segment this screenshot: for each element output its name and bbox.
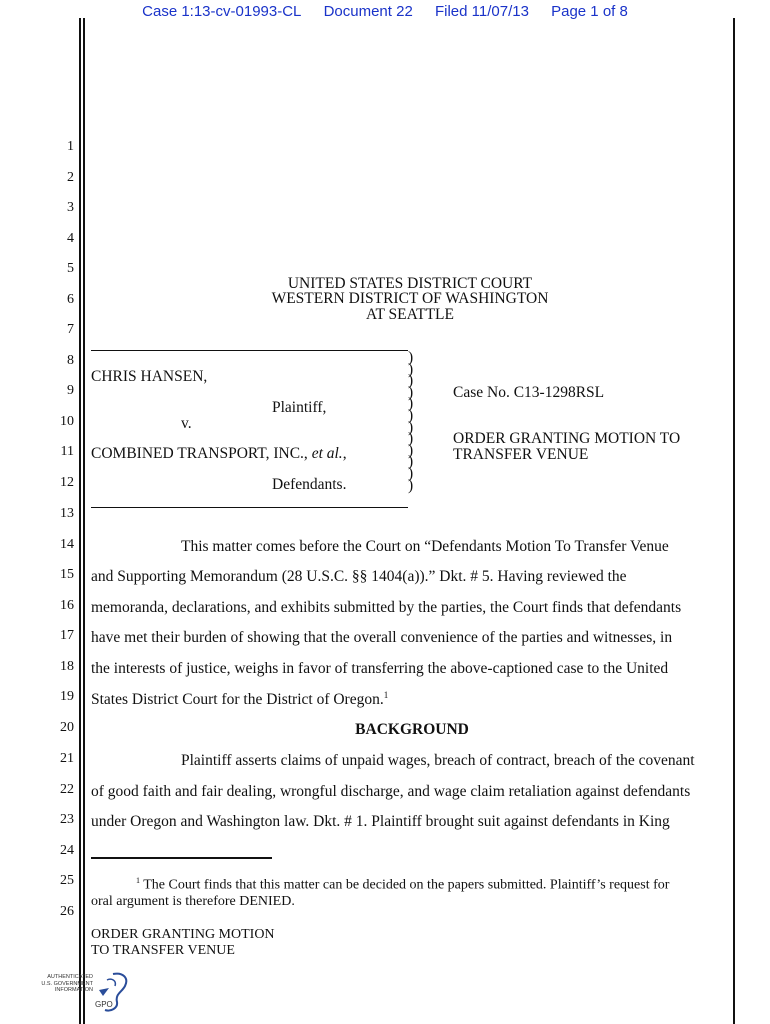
defendant-etal: et al. (311, 445, 343, 462)
filing-header (0, 3, 770, 20)
left-margin-rule-2 (83, 18, 85, 1024)
line-number: 22 (60, 782, 74, 797)
line-number: 8 (67, 353, 74, 368)
case-number: Case 1:13-cv-01993-CL (142, 3, 302, 20)
seal-line-1: AUTHENTICATED (47, 974, 93, 980)
footnote-line-1 (136, 876, 669, 894)
defendant-name-text: COMBINED TRANSPORT, INC., (91, 445, 308, 462)
left-margin-rule-1 (79, 18, 81, 1024)
body-line: the interests of justice, weighs in favor of transferring the above-captioned case to the United (91, 660, 669, 677)
footer-title-line-1: ORDER GRANTING MOTION (91, 927, 275, 942)
line-number: 6 (67, 292, 74, 307)
defendant-name (91, 445, 347, 463)
line-number: 7 (67, 322, 74, 337)
line-number: 21 (60, 751, 74, 766)
caption-paren-column: ) ) ) ) ) ) ) ) ) ) ) ) (408, 349, 414, 494)
plaintiff-role: Plaintiff, (272, 399, 327, 416)
body-line: of good faith and fair dealing, wrongful discharge, and wage claim retaliation against defendants (91, 783, 691, 800)
right-margin-rule (733, 18, 735, 1024)
footnote-ref: 1 (383, 690, 389, 700)
seal-line-3: INFORMATION (54, 987, 93, 993)
body-line (91, 690, 388, 709)
plaintiff-name: CHRIS HANSEN, (91, 368, 208, 385)
footnote-marker: 1 (136, 876, 140, 885)
body-line: and Supporting Memorandum (28 U.S.C. §§ 1404(a)).” Dkt. # 5. Having reviewed the (91, 568, 627, 585)
line-number: 25 (60, 873, 74, 888)
gpo-seal (35, 970, 135, 1016)
line-number: 2 (67, 170, 74, 185)
seal-mark: GPO (95, 1000, 113, 1009)
line-number: 10 (60, 414, 74, 429)
body-line: have met their burden of showing that the overall convenience of the parties and witnesses, in (91, 629, 673, 646)
line-number: 18 (60, 659, 74, 674)
order-title-line-2: TRANSFER VENUE (453, 446, 589, 463)
line-number: 24 (60, 843, 74, 858)
order-title-line-1: ORDER GRANTING MOTION TO (453, 430, 681, 447)
line-number: 11 (60, 444, 74, 459)
case-no: Case No. C13-1298RSL (453, 384, 605, 401)
page-number: Page 1 of 8 (551, 3, 628, 20)
line-number: 12 (60, 475, 74, 490)
body-line: Plaintiff asserts claims of unpaid wages, breach of contract, breach of the covenant (181, 752, 695, 769)
caption-bottom-rule (91, 507, 408, 508)
line-number: 19 (60, 689, 74, 704)
line-number: 16 (60, 598, 74, 613)
body-line: under Oregon and Washington law. Dkt. # 1. Plaintiff brought suit against defendants in King (91, 813, 670, 830)
footer-title-line-2: TO TRANSFER VENUE (91, 943, 235, 958)
court-district: WESTERN DISTRICT OF WASHINGTON (271, 290, 549, 307)
document-number: Document 22 (323, 3, 413, 20)
defendant-role: Defendants. (272, 476, 347, 493)
court-location: AT SEATTLE (366, 306, 454, 323)
line-number: 4 (67, 231, 74, 246)
body-line: This matter comes before the Court on “Defendants Motion To Transfer Venue (181, 538, 669, 555)
line-number: 26 (60, 904, 74, 919)
body-line-text: States District Court for the District of Oregon. (91, 691, 384, 709)
line-number: 15 (60, 567, 74, 582)
seal-line-2: U.S. GOVERNMENT (41, 980, 93, 987)
court-name: UNITED STATES DISTRICT COURT (287, 275, 533, 292)
body-line: memoranda, declarations, and exhibits submitted by the parties, the Court finds that defendants (91, 599, 682, 616)
line-number: 13 (60, 506, 74, 521)
line-number: 1 (67, 139, 74, 154)
footnote-line-2: oral argument is therefore DENIED. (91, 894, 295, 909)
line-number: 14 (60, 537, 74, 552)
defendant-comma: , (342, 445, 347, 462)
caption-top-rule (91, 350, 408, 351)
line-number: 5 (67, 261, 74, 276)
line-number: 23 (60, 812, 74, 827)
line-number: 9 (67, 383, 74, 398)
section-heading: BACKGROUND (355, 721, 469, 738)
filed-date: Filed 11/07/13 (434, 3, 529, 20)
footnote-text: The Court finds that this matter can be decided on the papers submitted. Plaintiff’s request for (143, 877, 670, 893)
line-number: 20 (60, 720, 74, 735)
line-number: 17 (60, 628, 74, 643)
footnote-separator (91, 857, 272, 859)
versus: v. (181, 415, 192, 432)
line-number: 3 (67, 200, 74, 215)
